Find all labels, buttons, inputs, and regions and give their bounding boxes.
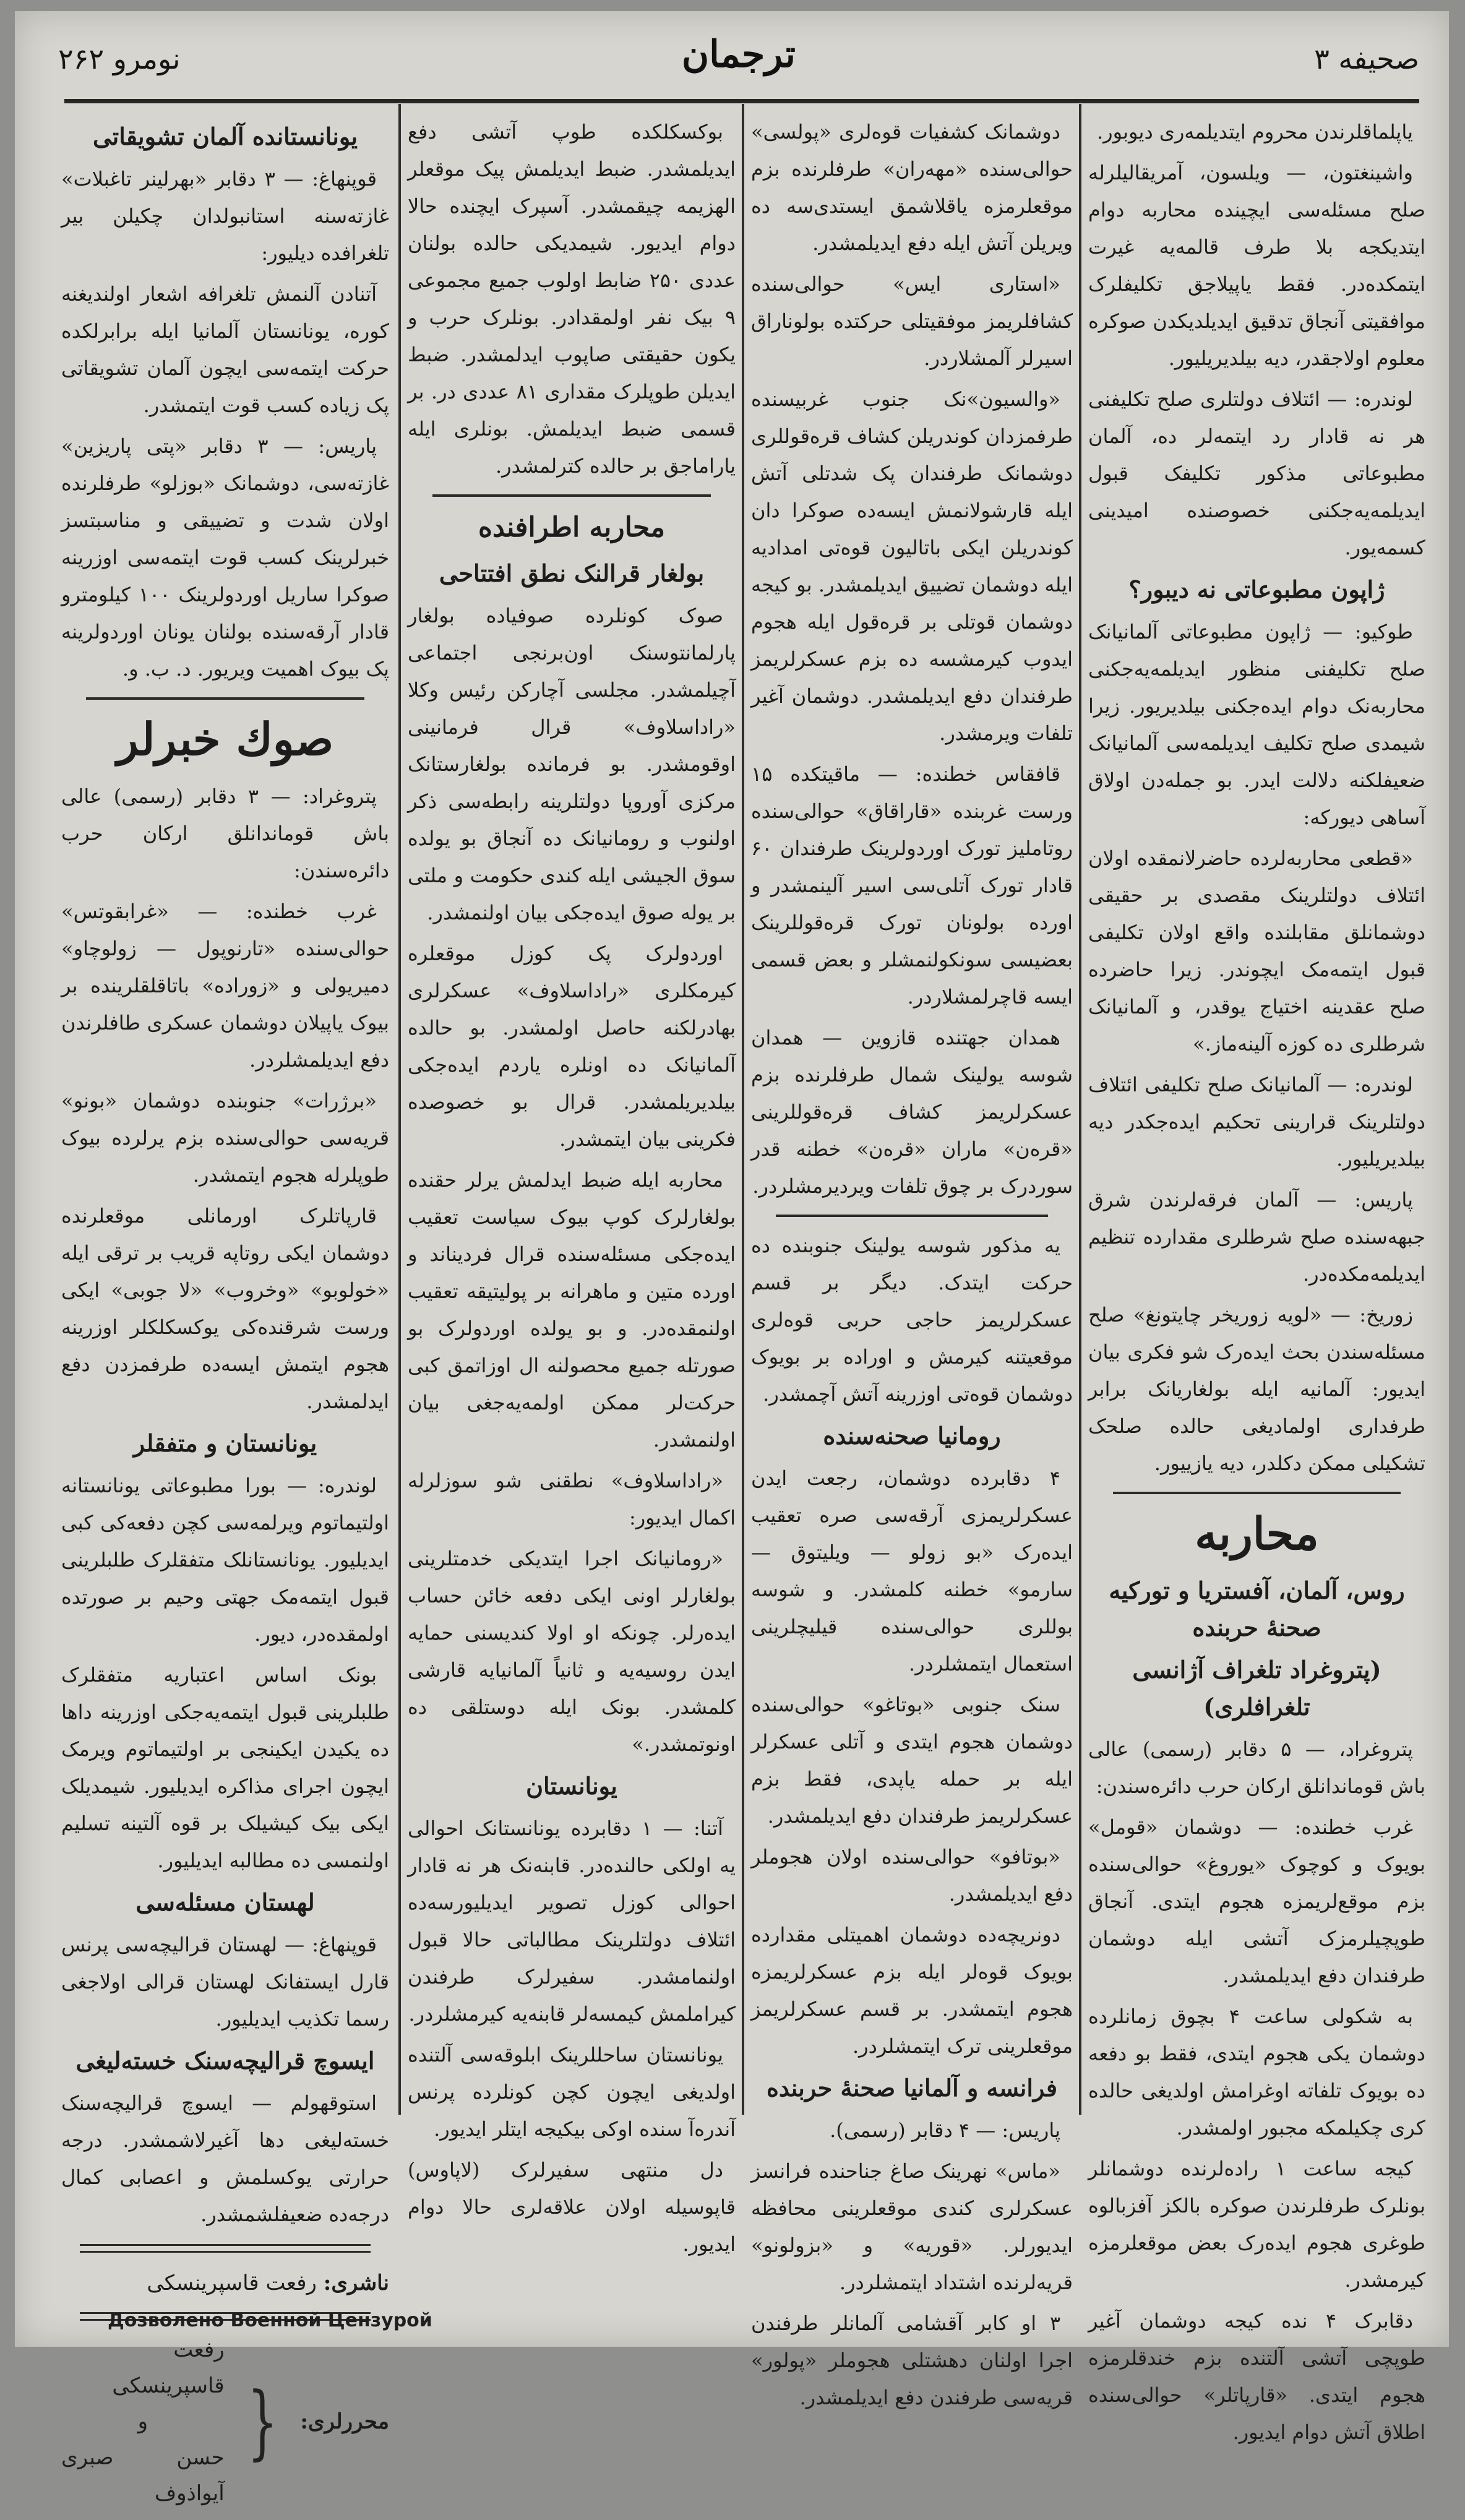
article-paragraph: «راداسلاوف» نطقنی شو سوزلرله اکمال ایدیور: <box>408 1469 736 1529</box>
article-paragraph: قافقاس خطنده: — ماقیتکده ۱۵ ورست غربنده «قاراقاق» حوالی‌سنده روتاملیز تورک اوردولرینک طرفندان ۶۰ قادار تورک آتلی‌سی اسیر آلینمشدر و اورده بولونان تورک قره‌قوللرینک بعضیسی سونکولنمشلر و بعض قسمی ایسه قاچرلمشلاردر. <box>751 762 1073 1008</box>
article-paragraph: لوندره: — ائتلاف دولتلری صلح تکلیفنی هر نه قادار رد ایتمه‌لر ده، آلمان مطبوعاتی مذکور تکلیفک قبول ایدیلمه‌یه‌جکنی خصوصنده امیدینی کسمه‌یور. <box>1088 387 1425 559</box>
article-paragraph: یه مذکور شوسه یولینک جنوبنده ده حرکت ایتدک. دیگر بر قسم عسکرلریمز حاجی حربی قوه‌لری موقعیتنه کیرمش و اوراده بر بویوک دوشمان قوه‌تی اوزرینه آتش آچمشدر. <box>751 1234 1073 1406</box>
article-paragraph: زوریخ: — «لویه زوریخر چایتونغ» صلح مسئله‌سندن بحث ایده‌رک شو فکری بیان ایدیور: آلمانیه ایله بولغاریانک برابر طرفداری اولمادیغی حالده صلحک تشکیلی ممکن دکلدر، دیه یازییور. <box>1088 1303 1425 1475</box>
article-paragraph: پاریس: — ۴ دقابر (رسمی). <box>830 2118 1060 2142</box>
section-heading: بولغار قرالنک نطق افتتاحی <box>439 559 705 587</box>
article-paragraph: قارپاتلرک اورمانلی موقعلرنده دوشمان ایکی روتاپه قریب بر ترقی ایله «خولوبو» «وخروب» «لا جوبی» ایکی ورست شرقنده‌کی یوکسکلکلر اوزرینه هجوم ایتمش ایسه‌ده طرفمزدن دفع ایدلمشدر. <box>61 1204 389 1413</box>
article-paragraph: به شکولی ساعت ۴ بچوق زمانلرده دوشمان یکی هجوم ایتدی، فقط بو دفعه ده بویوک تلفاته اوغرامش اولدیغی حالده کری چکیلمکه مجبور اولمشدر. <box>1088 2005 1425 2139</box>
section-heading: فرانسه و آلمانیا صحنهٔ حربنده <box>766 2074 1058 2102</box>
article-paragraph: «برژرات» جنوبنده دوشمان «بونو» قریه‌سی حوالی‌سنده بزم یرلرده بیوک طوپلرله هجوم ایتمشدر. <box>61 1089 389 1187</box>
article-paragraph: ۴ دقابرده دوشمان، رجعت ایدن عسکرلریمزی آرقه‌سی صره تعقیب ایده‌رک «بو زولو — ویلیتوق — سارمو» خطنه کلمشدر. و شوسه بوللری حوالی‌سنده قیلیچلرینی استعمال ایتمشلردر. <box>751 1466 1073 1675</box>
article-paragraph: قوپنهاغ: — لهستان قرالیچه‌سی پرنس قارل ایستفانک لهستان قرالی اولاجغی رسما تکذیب ایدیلیور. <box>61 1933 389 2031</box>
article-paragraph: لوندره: — آلمانیانک صلح تکلیفی ائتلاف دولتلرینک قرارینی تحکیم ایده‌جکدر دیه بیلدیریلیور. <box>1088 1073 1425 1171</box>
editors-label: محررلری: <box>300 2409 389 2434</box>
section-rule <box>432 494 711 497</box>
section-rule <box>86 697 364 700</box>
section-heading: لهستان مسئله‌سی <box>135 1888 315 1916</box>
article-paragraph: «استاری ایس» حوالی‌سنده کشافلریمز موفقیتلی حرکتده بولوناراق اسیرلر آلمشلاردر. <box>751 272 1073 370</box>
newspaper-title: ترجمان <box>682 33 796 76</box>
section-heading: ژاپون مطبوعاتی نه دیبور؟ <box>1128 575 1385 603</box>
section-title: صوك خبرلر <box>116 713 334 765</box>
article-paragraph: پتروغراد: — ۳ دقابر (رسمی) عالی باش قوماندانلق ارکان حرب دائره‌سندن: <box>61 785 389 882</box>
article-paragraph: پاریس: — آلمان فرقه‌لرندن شرق جبهه‌سنده صلح شرطلری مقدارده تنظیم ایدیلمه‌مکده‌در. <box>1088 1188 1425 1286</box>
section-rule <box>1113 1492 1401 1494</box>
article-paragraph: لوندره: — بورا مطبوعاتی یونانستانه اولتیماتوم ویرلمه‌سی کچن دفعه‌کی کبی ایدیلیور. یونانستانلک متفقلرک طلبلرینی قبول ایتمه‌مک جهتی وحیم بر صورتده اولمقده‌در، دیور. <box>61 1474 389 1646</box>
article-paragraph: ۳ او کابر آقشامی آلمانلر طرفندن اجرا اولنان دهشتلی هجوملر «پولور» قریه‌سی طرفندن دفع ایدیلمشدر. <box>751 2311 1073 2409</box>
article-paragraph: غرب خطنده: — «غرابقوتس» حوالی‌سنده «تارنوپول — زولوچاو» دمیریولی و «زوراده» باتاقلقلرینده بر بیوک یاپیلان دوشمان عسکری طافلرندن دفع ایدیلمشلردر. <box>61 900 389 1072</box>
section-rule <box>776 1215 1048 1217</box>
column-divider <box>398 104 401 2115</box>
column-divider <box>1079 104 1081 2115</box>
article-paragraph: سنک جنوبی «بوتاغو» حوالی‌سنده دوشمان هجوم ایتدی و آتلی عسکرلر ایله بر حمله یاپدی، فقط بزم عسکرلریمز طرفندان دفع ایدیلمشدر. <box>751 1693 1073 1828</box>
section-heading: رومانیا صحنه‌سنده <box>823 1422 1001 1450</box>
page-number-label: صحیفه ۳ <box>1314 42 1419 75</box>
column-2 <box>751 113 1073 2420</box>
column-4 <box>61 113 389 2520</box>
editor-name: حسن صبری آیواذوف <box>61 2445 225 2506</box>
editors-names <box>61 2332 225 2511</box>
issue-number-label: نومرو ۲۶۲ <box>58 42 181 75</box>
newspaper-page <box>15 11 1449 2506</box>
article-paragraph: آتنادن آلنمش تلغرافه اشعار اولندیغنه کوره، یونانستان آلمانیا ایله برابرلکده حرکت ایتمه‌سی ایچون آلمان تشویقاتی پک زیاده کسب قوت ایتمشدر. <box>61 282 389 417</box>
section-heading: روس، آلمان، آفستریا و تورکیه صحنهٔ حربنده <box>1109 1576 1405 1641</box>
article-paragraph: همدان جهتنده قازوین — همدان شوسه یولینک شمال طرفلرنده بزم عسکرلریمز کشاف قره‌قوللرینی «قره‌ن» ماران «قره‌ن» خطنه قدر سوردرک بر چوق تلفات ویردیرمشلردر. <box>751 1026 1073 1198</box>
editor-conjunction: و <box>137 2409 148 2434</box>
editor-name: رفعت قاسپرینسکی <box>112 2337 225 2398</box>
publisher-label: ناشری: <box>323 2271 389 2295</box>
article-paragraph: یونانستان ساحللرینک ابلوقه‌سی آلتنده اولدیغی ایچون کچن کونلرده پرنس آندره‌آ سنده اوکی بیکیجه ایتلر ایدیور. <box>408 2043 736 2141</box>
column-1 <box>1088 113 1425 2454</box>
section-heading: یونانستان و متفقلر <box>133 1429 317 1457</box>
section-heading: یونانستان <box>526 1772 617 1800</box>
publisher-name: رفعت قاسپرینسکی <box>147 2271 317 2295</box>
article-paragraph: یاپلماقلرندن محروم ایتدیلمه‌ری دیوبور. <box>1096 120 1413 144</box>
section-title: محاربه اطرافنده <box>478 512 665 543</box>
article-paragraph: دونریچه‌ده دوشمان اهمیتلی مقدارده بویوک قوه‌لر ایله بزم عسکرلریمزه هجوم ایتمشدر. بر قسم عسکرلریمز موقعلرینی ترک ایتمشلردر. <box>751 1923 1073 2058</box>
column-3 <box>408 113 736 2266</box>
article-paragraph: «قطعی محاربه‌لرده حاضرلانمقده اولان ائتلاف دولتلرینک مقصدی بر حقیقی دوشمانلق مقابلنده واقع اولان تکلیفی قبول ایتمه‌مک ایچوندر. زیرا حاضرده صلح عقدینه اختیاج یوقدر، و آلمانیانک شرطلری ده کوزه آلینه‌ماز.» <box>1088 846 1425 1056</box>
article-paragraph: پتروغراد، — ۵ دقابر (رسمی) عالی باش قوماندانلق ارکان حرب دائره‌سندن: <box>1088 1737 1425 1798</box>
censorship-note: Дозволено Военной Цензурой <box>108 2310 432 2331</box>
section-title: محاربه <box>1195 1507 1319 1560</box>
article-paragraph: قوپنهاغ: — ۳ دقابر «بهرلینر تاغبلات» غازته‌سنه استانبولدان چکیلن بیر تلغرافده دیلیور: <box>61 167 389 265</box>
article-paragraph: بونک اساس اعتباریه متفقلرک طلبلرینی قبول ایتمه‌یه‌جکی اوزرینه داها ده یکیدن ایکینجی بر اولتیماتوم ویرمک ایچون اجرای مذاکره ایدیلیور. شیمدیلک ایکی بیک کیشیلک بر قوه آلتینه تسلیم اولنمسی ده مطالبه ایدیلیور. <box>61 1663 389 1872</box>
article-paragraph: غرب خطنده: — دوشمان «قومل» بویوک و کوچوک «یوروغ» حوالی‌سنده بزم موقع‌لریمزه هجوم ایتدی. آنجاق طوپچیلرمزک آتشی ایله دوشمان طرفندان دفع ایدیلمشدر. <box>1088 1815 1425 1987</box>
article-paragraph: واشینغتون، — ویلسون، آمریقالیلرله صلح مسئله‌سی ایچینده محاربه دوام ایتدیکجه بلا طرف قالمه‌یه غیرت ایتمکده‌در. فقط یاپیلاجق تکلیفلرک موافقیتی آنجاق تدقیق ایدیلدیکدن صوکره معلوم اولاجقدر، دیه بیلدیریلیور. <box>1088 161 1425 370</box>
section-subheading: (پتروغراد تلغراف آژانسی تلغرافلری) <box>1132 1656 1381 1721</box>
article-paragraph: استوقهولم — ایسوچ قرالیچه‌سنک خسته‌لیغی دها آغیرلاشمشدر. درجه حرارتی یوکسلمش و اعصابی کمال درجه‌ده ضعیفلشمشدر. <box>61 2091 389 2226</box>
section-rule <box>80 2244 371 2253</box>
article-paragraph: «بوتافو» حوالی‌سنده اولان هجوملر دفع ایدیلمشدر. <box>751 1845 1073 1906</box>
section-heading: ایسوچ قرالیچه‌سنک خسته‌لیغی <box>75 2047 375 2075</box>
article-paragraph: طوکیو: — ژاپون مطبوعاتی آلمانیانک صلح تکلیفنی منظور ایدیلمه‌یه‌جکنی محاربه‌نک دوام ایده‌جکنی بیلدیریور. زیرا شیمدی صلح تکلیف ایدیلمه‌سی آلمانیانک ضعیفلکنه دلالت ایدر. بو جمله‌دن اولاق آساهی دیورکه: <box>1088 620 1425 829</box>
masthead-rule <box>64 99 1419 103</box>
article-paragraph: کیجه ساعت ۱ راده‌لرنده دوشمانلر بونلرک طرفلرندن صوکره بالکز آفزبالوه طوغری هجوم ایده‌رک بعض موقعلرمزه کیرمشدر. <box>1088 2157 1425 2292</box>
publisher-line <box>61 2265 389 2301</box>
article-paragraph: «ماس» نهرینک صاغ جناحنده فرانسز عسکرلری کندی موقعلرینی محافظه ایدیورلر. «قوریه» و «بزولونو» قریه‌لرنده اشتداد ایتمشلردر. <box>751 2159 1073 2294</box>
article-paragraph: دوشمانک کشفیات قوه‌لری «پولسی» حوالی‌سنده «مهه‌ران» طرفلرنده بزم موقعلرمزه یاقلاشمق ایستدی‌سه ده ویریلن آتش ایله دفع ایدیلمشدر. <box>751 120 1073 255</box>
article-paragraph: بوکسکلکده طوپ آتشی دفع ایدیلمشدر. ضبط ایدیلمش پیک موقعلر الهزیمه چیقمشدر. آسپرک ایچنده حالا دوام ایدیور. شیمدیکی حالده بولنان عددی ۲۵۰ ضابط اولوب جمیع مجموعی ۹ بیک نفر اولمقدادر. بونلرک حرب و یکون حقیقتی صاپوب ایدلمشدر. ضبط ایدیلن طوپلرک مقداری ۸۱ عددی در. بر قسمی ضبط ایدیلمش. بونلری ایله یاراماجق بر حالده کترلمشدر. <box>408 120 736 478</box>
article-paragraph: پاریس: — ۳ دقابر «پتی پاریزین» غازته‌سی، دوشمانک «بوزلو» طرفلرنده اولان شدت و تضییقی و مناسبتسز خبرلرینک کسب قوت ایتمه‌سی اوزرینه صوکرا ساریل اوردولرینک ۱۰۰ کیلومترو قادار آرقه‌سنده بولنان یونان اوردولرینه پک بیوک اهمیت ویریور. د. ب. و. <box>61 434 390 681</box>
article-paragraph: اوردولرک پک کوزل موقعلره کیرمکلری «راداسلاوف» عسکرلری بهادرلکنه حاصل اولمشدر. بو حالده آلمانیانک ده اونلره یاردم ایده‌جکی بیلدیریلمشدر. قرال بو خصوصده فکرینی بیان ایتمشدر. <box>408 942 736 1151</box>
article-paragraph: صوک کونلرده صوفیاده بولغار پارلمانتوسنک اون‌برنجی اجتماعی آچیلمشدر. مجلسی آچارکن رئیس وکلا «راداسلاوف» قرال فرمانینی اوقومشدر. بو فرمانده بولغارستانک مرکزی آوروپا دولتلرینه رابطه‌سی ذکر اولنوب و رومانیانک ده آنجاق بو یولده سوق الجیشی ایله کندی حکومت و ملتی بر یوله صوق ایده‌جکی بیان اولنمشدر. <box>408 604 736 924</box>
article-paragraph: محاربه ایله ضبط ایدلمش یرلر حقنده بولغارلرک کوپ بیوک سیاست تعقیب ایده‌جکی مسئله‌سنده قرال فردیناند و اورده متین و ماهرانه بر پولیتیقه تعقیب اولنمقده‌در. و بو یولده اوردولرک بو صورتله جمیع محصولنه ال اوزاتمق کبی حرکت‌لر ممکن اولمه‌یه‌جغی بیان اولنمشدر. <box>408 1168 736 1451</box>
masthead <box>58 30 1419 98</box>
column-divider <box>742 104 744 2115</box>
article-paragraph: آتنا: — ۱ دقابرده یونانستانک احوالی یه اولکی حالنده‌در. قابنه‌نک هر نه قادار احوالی کوزل تصویر ایدیلیورسه‌ده ائتلاف دولتلرینک مطالباتی حالا قبول اولنمامشدر. سفیرلرک طرفندن کیراملمش کیمسه‌لر قابنه‌یه کیرمشلردر. <box>408 1817 736 2026</box>
section-heading: یونانستانده آلمان تشویقاتی <box>92 123 358 150</box>
article-paragraph: دقابرک ۴ نده کیجه دوشمان آغیر طوپچی آتشی آلتنده بزم خندقلرمزه هجوم ایتدی. «قارپاتلر» حوالی‌سنده اطلاق آتش دوام ایدیور. <box>1088 2309 1425 2444</box>
article-paragraph: «رومانیانک اجرا ایتدیکی خدمتلرینی بولغارلر اونی ایکی دفعه خائن حساب ایده‌رلر. چونکه او اولا کندیسنی حمایه ایدن روسیه‌یه و ثانیاً آلمانیایه قارشی کلمشدر. بونک ایله دوستلقی ده اونوتمشدر.» <box>408 1547 736 1756</box>
article-paragraph: «والسیون»نک جنوب غربیسنده طرفمزدان کوندریلن کشاف قره‌قوللری دوشمانک طرفندان پک شدتلی آتش ایله قارشولانمش ایسه‌ده صوکرا دان کوندریلن ایکی باتالیون قوه‌تی امدادیه ایله دوشمان تضییق ایدیلمشدر. بو کیجه دوشمان قوتلی بر قره‌قول ایله هجوم ایدوب کیرمشسه ده بزم عسکرلریمز طرفندان دفع ایدیلمشدر. دوشمان آغیر تلفات ویرمشدر. <box>751 387 1073 745</box>
editors-block <box>61 2332 389 2511</box>
article-paragraph: دل منتهی سفیرلرک (لاپاوس) قاپوسیله اولان علاقه‌لری حالا دوام ایدیور. <box>408 2158 736 2256</box>
brace-glyph: { <box>247 2375 278 2469</box>
